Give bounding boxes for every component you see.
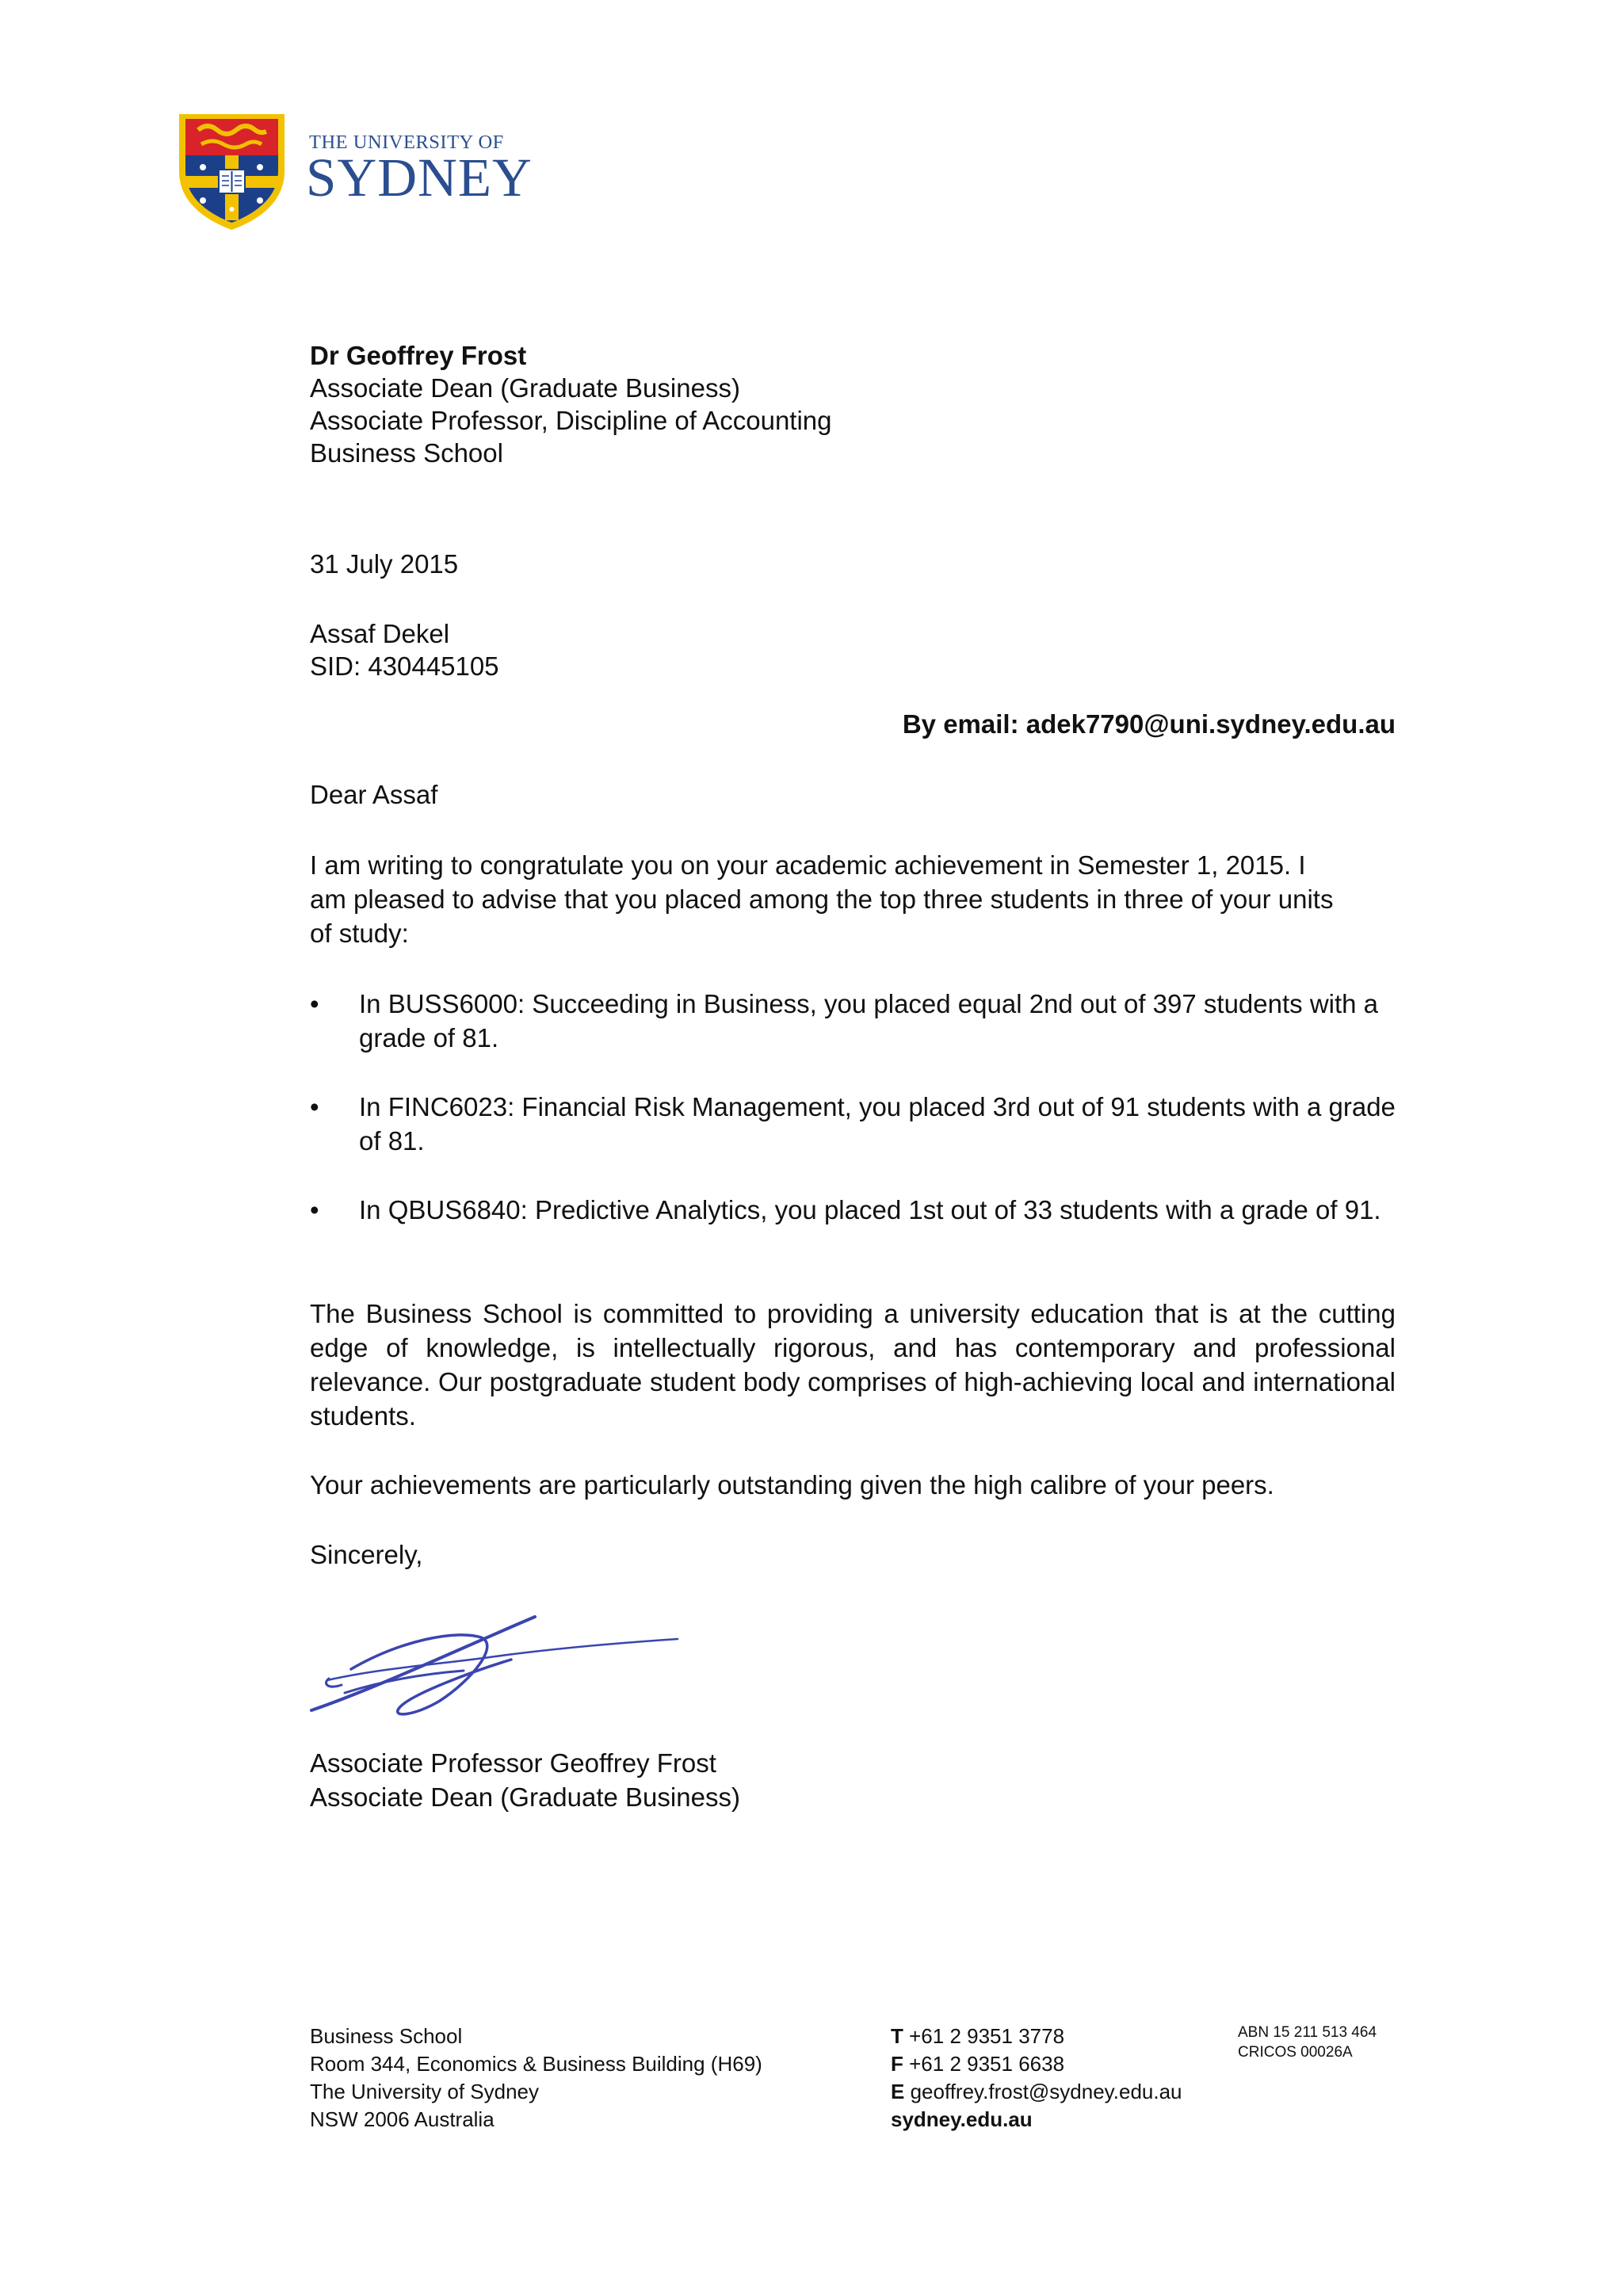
fax-line [891,2050,1182,2078]
list-item [310,1193,1396,1227]
sender-name: Dr Geoffrey Frost [310,341,527,370]
recipient-name: Assaf Dekel [310,619,450,648]
abn-text: ABN 15 211 513 464 [1238,2024,1377,2041]
commitment-paragraph: The Business School is committed to providing a university education that is at the cutting edge of knowledge, is intellectually rigorous, and has contemporary and professional relevance. Our postgraduate student body comprises of high-achieving local and international students. [310,1299,1396,1431]
bullet-text: In BUSS6000: Succeeding in Business, you placed equal 2nd out of 397 students with a grade of 81. [359,989,1379,1052]
email-label: E [891,2080,905,2103]
signatory-line-1: Associate Professor Geoffrey Frost [310,1748,716,1778]
fax-number: +61 2 9351 6638 [909,2052,1065,2076]
sender-unit: Business School [310,438,503,468]
bullet-text: In QBUS6840: Predictive Analytics, you placed 1st out of 33 students with a grade of 91. [359,1195,1381,1224]
list-item [310,987,1396,1055]
intro-line: am pleased to advise that you placed among the top three students in three of your units [310,884,1334,914]
address-line: Room 344, Economics & Business Building (H69) [310,2052,762,2076]
intro-paragraph [310,848,1396,950]
phone-number: +61 2 9351 3778 [909,2024,1065,2048]
bullet-marker: • [310,989,319,1018]
achievement-sentence [310,1469,1396,1501]
phone-label: T [891,2024,903,2048]
handwritten-signature [305,1591,685,1730]
footer-contact [891,2023,1182,2134]
closing [310,1538,1396,1571]
delivery-line: By email: adek7790@uni.sydney.edu.au [902,709,1396,739]
date-text: 31 July 2015 [310,549,459,579]
intro-line: of study: [310,919,409,948]
cricos-text: CRICOS 00026A [1238,2044,1353,2061]
email-address[interactable]: geoffrey.frost@sydney.edu.au [910,2080,1182,2103]
salutation-text: Dear Assaf [310,780,438,809]
achievement-text: Your achievements are particularly outstanding given the high calibre of your peers. [310,1470,1274,1499]
website-link[interactable]: sydney.edu.au [891,2107,1033,2131]
bullet-marker: • [310,1195,319,1224]
sender-title-2: Associate Professor, Discipline of Accounting [310,406,832,435]
achievement-list [310,987,1396,1262]
list-item [310,1090,1396,1158]
footer-registration [1238,2023,1377,2062]
wordmark-big: SYDNEY [306,147,533,208]
sender-title-1: Associate Dean (Graduate Business) [310,373,740,403]
letter-date [310,548,1396,580]
email-line[interactable] [891,2078,1182,2106]
fax-label: F [891,2052,903,2076]
address-line: The University of Sydney [310,2080,540,2103]
address-line: NSW 2006 Australia [310,2107,495,2131]
intro-line: I am writing to congratulate you on your academic achievement in Semester 1, 2015. I [310,850,1306,880]
signatory-line-2: Associate Dean (Graduate Business) [310,1782,740,1812]
address-line: Business School [310,2024,463,2048]
bullet-marker: • [310,1092,319,1121]
wordmark-small: THE UNIVERSITY OF [309,132,504,153]
recipient-sid: SID: 430445105 [310,651,499,681]
signatory-block [310,1746,1396,1814]
footer-address [310,2023,762,2134]
closing-text: Sincerely, [310,1540,423,1569]
university-crest-icon [174,109,289,233]
bullet-text: In FINC6023: Financial Risk Management, you placed 3rd out of 91 students with a grade of 81. [359,1092,1396,1156]
university-logo [174,109,539,235]
sender-block [310,339,1396,469]
salutation [310,778,1396,811]
recipient-block [310,617,1396,682]
phone-line [891,2023,1182,2050]
